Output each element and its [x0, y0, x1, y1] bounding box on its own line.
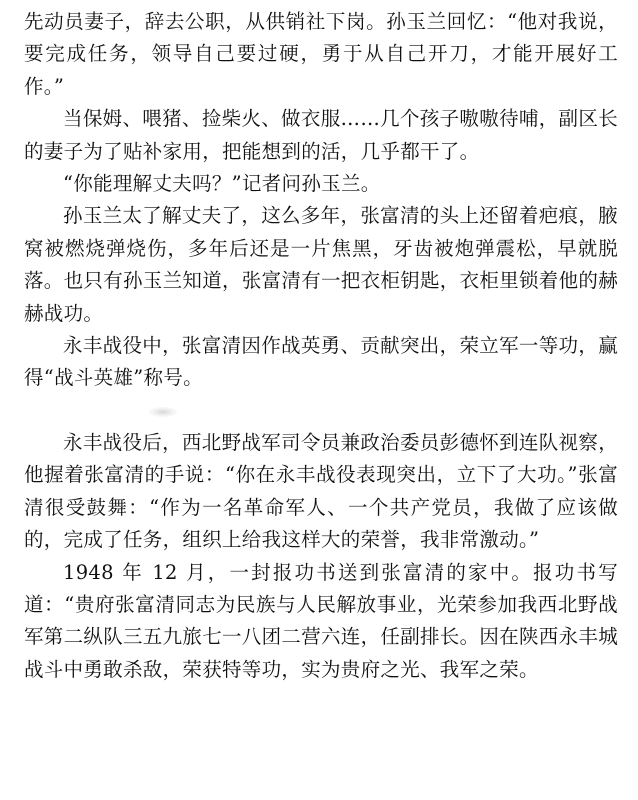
paragraph-5: 永丰战役中，张富清因作战英勇、贡献突出，荣立军一等功，赢得“战斗英雄”称号。 [24, 334, 618, 390]
paragraph-6: 永丰战役后，西北野战军司令员兼政治委员彭德怀到连队视察，他握着张富清的手说：“你在永丰战役表现突出，立下了大功。”张富清很受鼓舞：“作为一名革命军人、一个共产党员，我做了应该做的，完成了任务，组织上给我这样大的荣誉，我非常激动。” [24, 430, 618, 552]
paragraph-2: 当保姆、喂猪、捡柴火、做衣服……几个孩子嗷嗷待哺，副区长的妻子为了贴补家用，把能想到的活，几乎都干了。 [24, 107, 618, 163]
scan-smudge [149, 407, 177, 417]
paragraph-3: “你能理解丈夫吗？”记者问孙玉兰。 [63, 172, 381, 196]
section-gap [24, 395, 618, 427]
paragraph-4: 孙玉兰太了解丈夫了，这么多年，张富清的头上还留着疤痕，腋窝被燃烧弹烧伤，多年后还是一片焦黑，牙齿被炮弹震松，早就脱落。也只有孙玉兰知道，张富清有一把衣柜钥匙，衣柜里锁着他的赫赫战功。 [24, 204, 619, 325]
paragraph-7: 1948 年 12 月，一封报功书送到张富清的家中。报功书写道：“贵府张富清同志为民族与人民解放事业，光荣参加我西北野战军第二纵队三五九旅七一八团二营六连，任副排长。因在陕西永丰城战斗中勇敢杀敌，荣获特等功，实为贵府之光、我军之荣。 [24, 560, 619, 681]
paragraph-1: 先动员妻子，辞去公职，从供销社下岗。孙玉兰回忆：“他对我说，要完成任务，领导自己要过硬，勇于从自己开刀，才能开展好工作。” [24, 10, 618, 98]
